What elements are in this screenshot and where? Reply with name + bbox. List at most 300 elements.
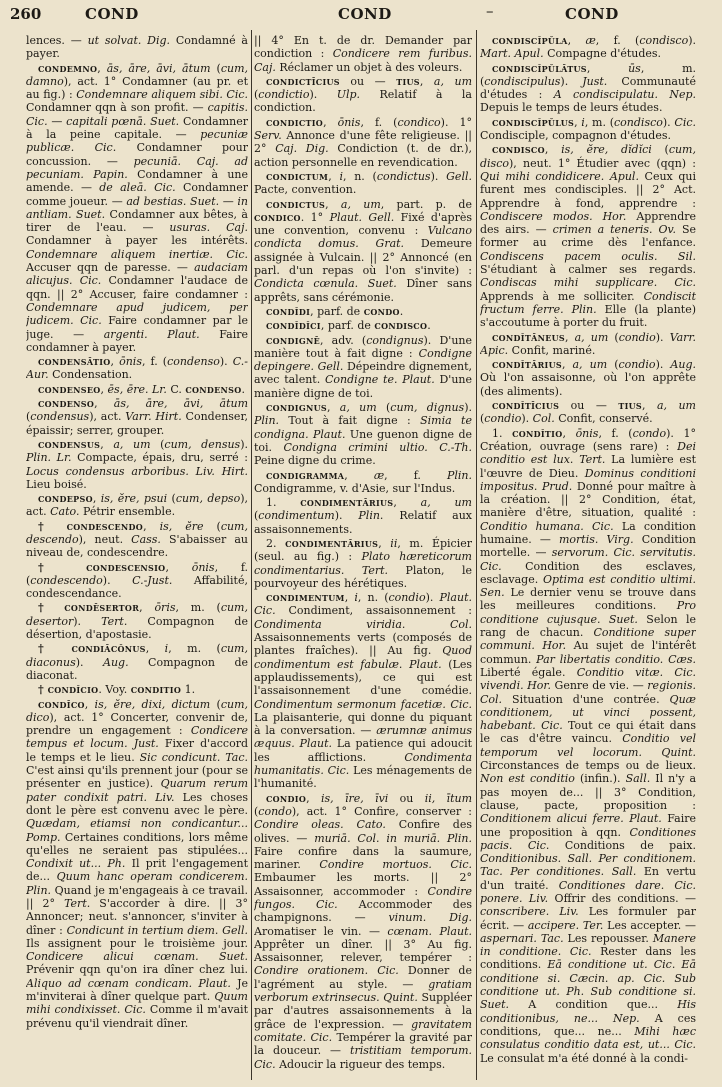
headword: condenso [185, 382, 242, 396]
definition-text: , [586, 61, 629, 75]
dictionary-entry [26, 62, 248, 355]
dictionary-entry [254, 537, 472, 590]
column-middle [254, 34, 472, 1074]
definition-text: Condition mortelle. — [480, 532, 696, 560]
headword: condīco [38, 697, 85, 711]
definition-text: . [399, 304, 404, 318]
definition-text: ( [376, 401, 391, 415]
example-text: Pro conditione cujusque. Suet. [480, 599, 696, 626]
headword: condenso [38, 397, 95, 411]
definition-text: Condamner qqn à son profit. — [26, 101, 208, 115]
definition-text: , n. ( [342, 169, 377, 183]
example-text: Conditionibus. Sall. Per conditionem. Tac. Per conditiones. Sall. [480, 852, 696, 879]
definition-text: Circonstances de temps ou de lieux. [480, 759, 696, 773]
definition-text: , [143, 519, 160, 533]
example-text: Condimentum sermonum facetiæ. Cic. [254, 697, 472, 711]
example-text: Varr. Apic. [480, 330, 696, 357]
dictionary-entry [254, 75, 472, 115]
definition-text: , f. ( [595, 34, 640, 47]
dictionary-entry [26, 642, 248, 682]
headword: condĭcio [47, 683, 99, 697]
example-text: cum, depso [175, 492, 241, 506]
example-text: accipere. Ter. [527, 918, 604, 932]
definition-text: Confit, conservé. [554, 412, 653, 426]
definition-text: C. [166, 382, 186, 396]
definition-text: Les choses dont le père est convenu avec le père. [26, 790, 248, 817]
definition-text: ). [309, 88, 337, 102]
example-text: Condiscere modos. Hor. [480, 209, 627, 223]
definition-text: (Les applaudissements), ce qui est l'assaisonnement d'une comédie. [254, 657, 472, 698]
definition-text: , [344, 468, 374, 482]
example-text: Condimenta viridia. Col. [254, 617, 472, 631]
example-text: ut solvat. Dig. [87, 34, 171, 47]
definition-text: ), act. 1° Confire, conserver : [291, 804, 472, 818]
definition-text: Le consulat m'a été donné à la condi- [480, 1051, 688, 1065]
example-text: condio [388, 591, 426, 605]
guide-word-center: COND [338, 5, 392, 23]
example-text: ii, ītum [424, 791, 472, 805]
definition-text: Condamner à payer les intérêts. [26, 234, 248, 248]
headword: condĭtio [512, 426, 563, 440]
example-text: condenso [167, 355, 220, 369]
headword: condepso [38, 492, 93, 506]
example-text: Condiscit fructum ferre. Plin. [480, 289, 696, 316]
definition-text: ). [240, 437, 248, 451]
definition-text: , [641, 399, 657, 413]
definition-text: , [344, 591, 355, 605]
example-text: condiscipulus [484, 74, 561, 88]
dictionary-entry [26, 520, 248, 560]
definition-text: Accommoder des champignons. — [254, 898, 472, 925]
definition-text: , [165, 560, 192, 574]
example-text: mortis. Virg. [559, 532, 634, 546]
definition-text: Prévenir qqn qu'on ira dîner chez lui. [26, 963, 248, 977]
example-text: aspernari. Tac. [480, 931, 564, 945]
headword: condisco [492, 143, 545, 157]
definition-text: . [427, 319, 431, 333]
example-text: Condire oleas. Cato. [254, 818, 386, 832]
definition-text: , f. ( [141, 355, 168, 369]
definition-text: ou [388, 791, 425, 805]
example-text: cœnam. Plaut. [387, 924, 472, 938]
definition-text: Confit, mariné. [508, 343, 596, 357]
example-text: Condemnare aliquem inertiæ. Cic. [26, 247, 248, 261]
example-text: Sic condicunt. Tac. [139, 750, 248, 764]
definition-text: Pacte, convention. [254, 183, 357, 197]
example-text: Condicunt in tertium diem. Gell. [66, 923, 248, 937]
definition-text: , [544, 143, 562, 157]
example-text: condio [618, 330, 656, 344]
example-text: ii [390, 536, 398, 550]
definition-text: ( [167, 492, 176, 506]
example-text: Dominus conditioni impositus. Prud. [480, 466, 696, 493]
example-text: Condemnare aliquem sibi. Cic. [76, 88, 248, 102]
definition-text: ). [560, 74, 583, 88]
headword: condiscĭpŭlus [492, 115, 575, 129]
definition-text: 2. [266, 536, 286, 550]
definition-text: , m. ( [480, 61, 696, 88]
definition-text: Le dernier venu se trouve dans les meilleures conditions. [480, 586, 696, 613]
definition-text: Accuser qqn de paresse. — [26, 261, 195, 275]
definition-text: , f. ( [360, 115, 398, 129]
definition-text: Platon, le pourvoyeur des hérétiques. [254, 563, 472, 590]
example-text: Condimenta humanitatis. Cic. [254, 750, 472, 778]
definition-text: , [574, 115, 582, 129]
example-text: Quæ conditionem, ut vinci possent, habebant. Cic. [480, 692, 696, 733]
dictionary-entry [480, 331, 696, 358]
example-text: vinum. Dig. [388, 911, 472, 925]
example-text: Serv. [254, 129, 282, 143]
definition-text: , m. ( [168, 642, 221, 656]
example-text: condio [484, 412, 522, 426]
example-text: regionis. Col. [480, 679, 696, 706]
definition-text: ( [608, 330, 619, 344]
definition-text: Adoucir la rigueur des temps. [275, 1057, 446, 1071]
example-text: Tert. [101, 614, 128, 628]
dictionary-entry [480, 358, 696, 398]
definition-text: Compagnon de désertion, d'apostasie. [26, 614, 248, 642]
definition-text: La lumière est l'œuvre de Dieu. [480, 453, 696, 480]
example-text: Aug. [670, 358, 696, 372]
example-text: condio [618, 358, 656, 372]
headword: tius [396, 74, 420, 88]
example-text: is, ĕre [159, 519, 204, 533]
example-text: i [581, 115, 585, 129]
example-text: muriā. Col. in muriā. Plin. [314, 831, 472, 845]
column-rule-left [251, 30, 252, 1080]
definition-text: Depuis le temps de leurs études. [480, 101, 663, 115]
example-text: Ulp. [336, 88, 361, 102]
definition-text: ou — [339, 74, 397, 88]
definition-text: Faire une proposition à qqn. [480, 812, 696, 839]
example-text: a, um [572, 358, 608, 372]
example-text: a, um [340, 197, 381, 211]
definition-text: Condamner l'audace de qqn. || 2° Accuser, faire condamner : [26, 274, 248, 301]
example-text: Condicta cœnula. Suet. [254, 277, 397, 291]
definition-text: , [326, 401, 340, 415]
definition-text: ou — [559, 399, 619, 413]
dictionary-entry [254, 34, 472, 74]
headword: condēsertor [64, 601, 140, 615]
definition-text: Assaisonnements verts (composés de plantes fraîches). || Au fig. [254, 631, 472, 658]
definition-text: , [84, 697, 95, 711]
example-text: Quarum rerum pater condixit patri. Liv. [26, 777, 248, 804]
example-text: condensus [30, 410, 90, 424]
definition-text: 1. [266, 496, 301, 510]
dictionary-entry [480, 62, 696, 115]
definition-text: Rester dans les conditions. [480, 945, 696, 972]
definition-text: Annonce d'une fête religieuse. || 2° [254, 129, 472, 156]
definition-text: La plaisanterie, qui donne du piquant à la conversation. — [254, 710, 472, 738]
example-text: a, um [113, 437, 151, 451]
example-text: Condigne depingere. Gell. [254, 346, 472, 374]
example-text: Plin. Lr. [26, 451, 72, 465]
definition-text: , [378, 536, 391, 550]
example-text: Conditiones dare. Cic. ponere. Liv. [480, 878, 696, 905]
definition-text: Apprends à me solliciter. [480, 289, 644, 303]
example-text: Plato hæreticorum condimentarius. Tert. [254, 550, 472, 577]
example-text: Condicere tempus et locum. Just. [26, 724, 248, 751]
example-text: condignus [366, 333, 424, 347]
dictionary-entry [254, 170, 472, 197]
headword: condictus [266, 197, 326, 211]
definition-text: , n. ( [357, 591, 389, 605]
definition-text: , [100, 437, 114, 451]
example-text: Conditione super communi. Hor. [480, 626, 696, 653]
example-text: is, ĕre, dĭdĭci [561, 143, 652, 157]
example-text: condictus [376, 169, 431, 183]
headword: condensātio [38, 355, 111, 369]
definition-text: Aromatiser le vin. — [254, 924, 388, 938]
definition-text: Condisciple, compagnon d'études. [480, 129, 671, 143]
definition-text: S'abaisser au niveau de, condescendre. [26, 532, 248, 560]
dictionary-entry [26, 683, 248, 696]
definition-text: ( [651, 143, 669, 157]
dictionary-entry [254, 792, 472, 1071]
definition-text: ). [662, 115, 675, 129]
example-text: argenti. Plaut. [103, 327, 200, 341]
definition-text: Affabilité, condescendance. [26, 573, 248, 601]
page-number: 260 [10, 5, 42, 23]
example-text: Condiscas mihi supplicare. Cic. [480, 276, 696, 290]
example-text: a, um [574, 330, 609, 344]
definition-text: , m. ( [175, 601, 221, 615]
definition-text: , [139, 601, 155, 615]
example-text: Locus condensus arboribus. Liv. Hirt. [26, 464, 248, 478]
definition-text: Réclamer un objet à des voleurs. [275, 60, 463, 74]
definition-text: (infin.). [574, 772, 626, 786]
example-text: gravitatem comitate. Cic. [254, 1017, 472, 1044]
headword: condio [266, 791, 307, 805]
example-text: Qui mihi condidicere. Apul. [480, 169, 639, 183]
headword: condĭtārius [492, 358, 562, 372]
definition-text: ). [688, 34, 696, 47]
definition-text: , [145, 642, 165, 656]
definition-text: ( [254, 509, 259, 523]
guide-word-left: COND [85, 5, 139, 23]
example-text: ōris [154, 601, 176, 615]
example-text: Col. [532, 412, 555, 426]
example-text: Manere in conditione. Cic. [480, 931, 696, 959]
dictionary-entry [26, 383, 248, 396]
example-text: condictio [258, 88, 310, 102]
definition-text: A condition que... [509, 998, 678, 1012]
example-text: condisco [614, 115, 663, 129]
definition-text: Condigramme, v. d'Asie, sur l'Indus. [254, 481, 456, 495]
example-text: Gell. [446, 169, 472, 183]
definition-text: Communauté d'études : [480, 74, 696, 102]
example-text: Plaut. Cic. [254, 591, 472, 618]
dagger-mark: † [38, 601, 65, 615]
headword: condimentārius [285, 536, 379, 550]
example-text: Eā conditione ut. Cic. Eā conditione si. Cæcin. ap. Cic. Sub conditione ut. Ph. Sub conditione si. Suet. [480, 958, 696, 1012]
definition-text: ). [75, 655, 103, 669]
definition-text: Condamner pour concussion. — [26, 141, 248, 168]
dictionary-entry [254, 496, 472, 536]
example-text: ūs [628, 61, 641, 75]
definition-text: Condensation. [48, 368, 133, 382]
dictionary-entry [480, 116, 696, 143]
example-text: cum, descendo [26, 519, 248, 546]
definition-text: Genre de vie. — [550, 679, 648, 693]
headword: condigramma [266, 468, 345, 482]
definition-text: ), act. 1° Concerter, convenir de, prendre un engagement : [26, 710, 248, 738]
definition-text: , [92, 492, 101, 506]
dictionary-entry [254, 319, 472, 332]
example-text: ōnis [119, 355, 142, 369]
example-text: a, um [339, 401, 377, 415]
definition-text: ). 1° [440, 115, 472, 129]
example-text: Plin. [254, 414, 280, 428]
dagger-mark: † [38, 683, 48, 697]
example-text: cum, densus [164, 437, 241, 451]
example-text: Condiscens pacem oculis. Sil. [480, 249, 696, 263]
definition-text: Faire confire dans la saumure, mariner. [254, 844, 472, 872]
example-text: Plaut. Gell. [329, 210, 395, 224]
definition-text: Elle (la plante) s'accoutume à porter du fruit. [480, 302, 696, 330]
headword: condensus [38, 437, 101, 451]
definition-text: ). [73, 614, 102, 628]
definition-text: Les repousser. [563, 931, 653, 945]
definition-text: ). [334, 509, 359, 523]
definition-text: Embaumer les morts. || 2° Assaisonner, accommoder : [254, 871, 472, 898]
definition-text: ( [254, 804, 259, 818]
definition-text: . [241, 382, 245, 396]
example-text: Just. [582, 74, 608, 88]
example-text: cum, disco [480, 143, 696, 170]
definition-text: , [328, 169, 340, 183]
headword: condignus [266, 401, 327, 415]
example-text: condimentum [258, 509, 335, 523]
example-text: ās, āre, āvi, ātum [106, 61, 211, 75]
example-text: a, um [433, 74, 472, 88]
definition-text: , adv. ( [319, 333, 367, 347]
example-text: pecuniæ publicæ. Cic. [26, 128, 248, 155]
headword: conditio [130, 683, 182, 697]
example-text: ad bestias. Suet. — in antliam. Suet. [26, 194, 248, 221]
dagger-mark: † [38, 560, 87, 574]
dictionary-entry [26, 492, 248, 519]
definition-text: Tout à fait digne : [279, 414, 421, 428]
headword: condemno [38, 61, 98, 75]
definition-text: || 4° En t. de dr. Demander par condiction : [254, 34, 472, 61]
definition-text: Condiment, assaisonnement : [275, 604, 472, 618]
dictionary-entry [254, 116, 472, 169]
definition-text: ( [210, 61, 221, 75]
example-text: Aliquo ad cœnam condicam. Plaut. [26, 976, 231, 990]
headword: condictio [266, 115, 324, 129]
example-text: Cass. [131, 532, 161, 546]
example-text: Quædam, etiamsi non condicantur... Pomp. [26, 817, 248, 844]
example-text: i [339, 169, 343, 183]
example-text: Sall. [625, 772, 651, 786]
definition-text: Condiction (t. de dr.), action personnelle en revendication. [254, 142, 472, 169]
definition-text: , m. ( [584, 115, 615, 129]
definition-text: Condamner à une amende. — [26, 167, 248, 195]
definition-text: Lieu boisé. [26, 477, 87, 491]
example-text: Cic. [674, 115, 696, 129]
dictionary-entry [254, 469, 472, 496]
headword: condĭtāneus [492, 330, 565, 344]
dictionary-entry [254, 198, 472, 304]
definition-text: Il prit l'engagement de... [26, 857, 248, 884]
example-text: a, um [420, 496, 472, 510]
definition-text: Suppléer par d'autres assaisonnements à la grâce de l'expression. — [254, 991, 472, 1031]
guide-word-right: COND [565, 5, 619, 23]
example-text: is, īre, īvi [320, 791, 389, 805]
example-text: Conditio vel temporum vel locorum. Quint. [480, 732, 696, 759]
example-text: Quum mihi condixisset. Cic. [26, 990, 248, 1017]
example-text: Plin. [358, 509, 384, 523]
example-text: cum, damno [26, 61, 248, 88]
definition-text: ( [26, 410, 31, 424]
definition-text: lences. — [26, 34, 88, 47]
definition-text: , [564, 330, 575, 344]
definition-text: Quand je m'engageais à ce travail. || 2° [26, 883, 248, 910]
definition-text: ), act. [26, 492, 248, 519]
example-text: Conditiones pacis. Cic. [480, 825, 696, 852]
definition-text: , f. ( [598, 426, 633, 440]
example-text: Conditio vitæ. Cic. vivendi. Hor. [480, 665, 696, 693]
example-text: condo [258, 804, 292, 818]
definition-text: Confire des olives. — [254, 818, 472, 845]
dictionary-entry [26, 561, 248, 601]
dictionary-entry [26, 355, 248, 382]
example-text: Aug. [103, 655, 129, 669]
example-text: ās, āre, āvi, ātum [113, 397, 248, 411]
dictionary-entry [254, 305, 472, 318]
example-text: Condigna crimini ultio. C.-Th. [283, 440, 472, 454]
dictionary-entry [26, 438, 248, 491]
example-text: cum, desertor [26, 601, 248, 628]
definition-text: Comme il m'avait prévenu qu'il viendrait dîner. [26, 1003, 248, 1030]
definition-text: Faire condamner à payer. [26, 327, 248, 354]
definition-text: ), neut. [78, 532, 132, 546]
example-text: tristitiam temporum. Cic. [254, 1044, 472, 1071]
definition-text: Conditions de paix. [549, 838, 696, 852]
definition-text: Relatif aux assaisonnements. [254, 509, 472, 536]
definition-text: , [393, 496, 421, 510]
dictionary-entry [254, 334, 472, 400]
definition-text: , [100, 382, 108, 396]
example-text: æ [373, 468, 385, 482]
column-left [26, 34, 248, 1074]
example-text: Varr. Hirt. [125, 410, 182, 424]
definition-text: Condamné à payer. [26, 34, 248, 61]
dictionary-entry [26, 601, 248, 641]
column-right [480, 34, 696, 1074]
definition-text: La patience qui adoucit les afflictions. [254, 737, 472, 764]
example-text: usuras. Caj. [169, 221, 248, 235]
example-text: Plin. [446, 468, 472, 482]
definition-text: , [306, 791, 321, 805]
headword: condictīcius [266, 74, 340, 88]
example-text: C.-Aur. [26, 355, 248, 382]
definition-text: , [419, 74, 434, 88]
definition-text: Peine digne du crime. [254, 454, 376, 468]
definition-text: ). [102, 573, 133, 587]
definition-text: , [94, 397, 114, 411]
example-text: Simia te condigna. Plaut. [254, 414, 472, 441]
example-text: cum, dignus [390, 401, 465, 415]
headword: condescendo [66, 519, 144, 533]
definition-text: Dépeindre dignement, avec talent. [254, 360, 472, 387]
definition-text: ( [607, 358, 619, 372]
column-rule-right [476, 30, 477, 1080]
definition-text: , [325, 197, 341, 211]
headword: condĭdĭci [266, 319, 321, 333]
definition-text: Condamner aux bêtes, à tirer de l'eau. — [26, 207, 248, 235]
